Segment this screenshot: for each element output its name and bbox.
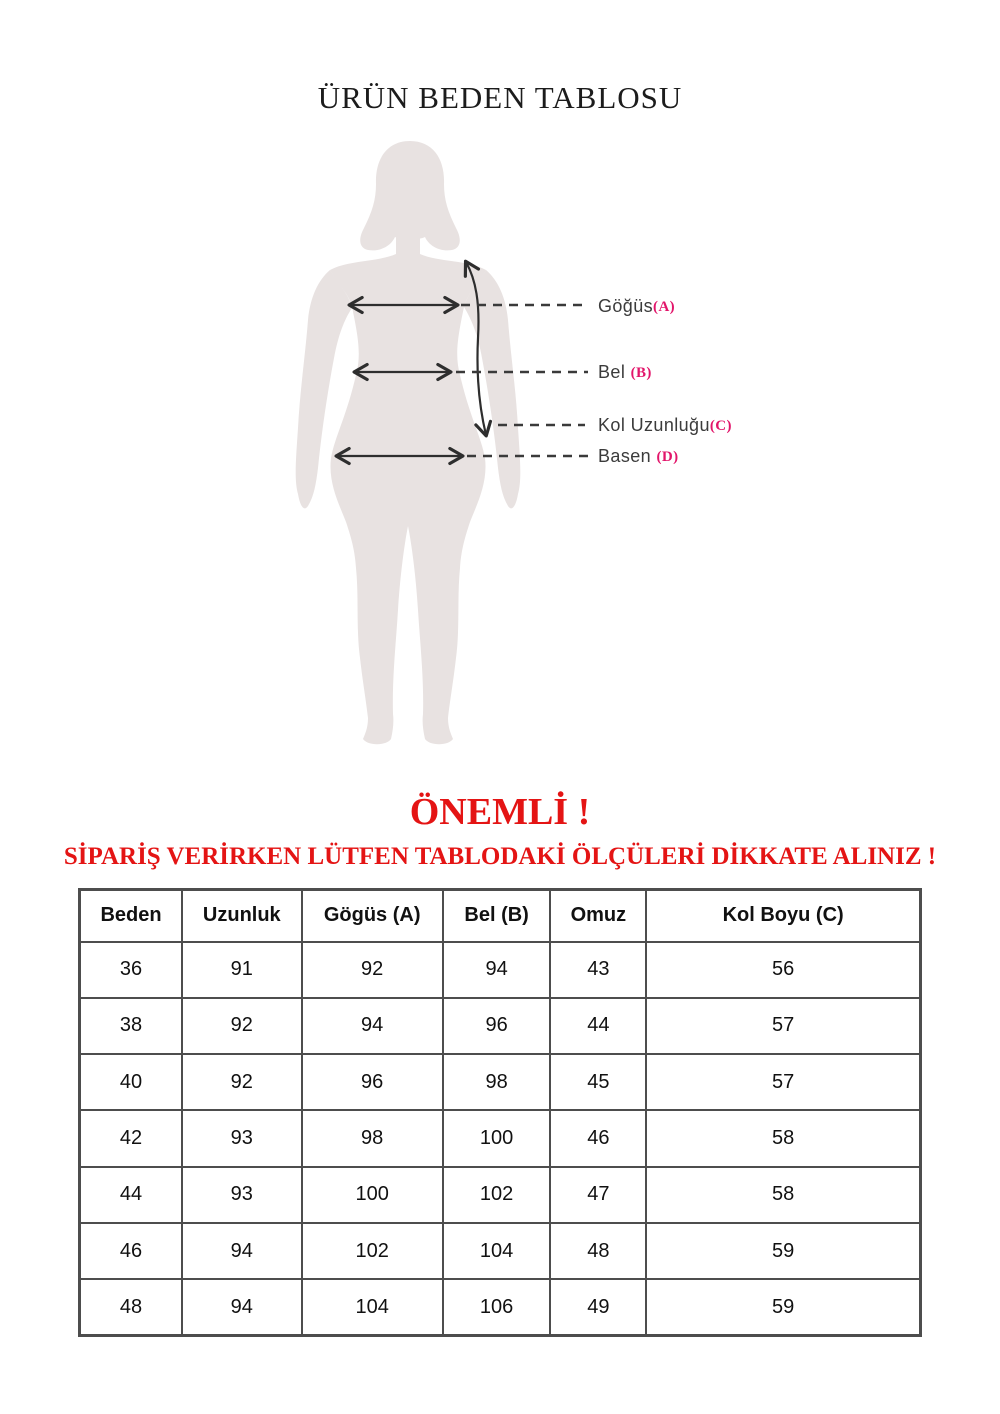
table-cell: 46 (550, 1110, 646, 1166)
chest-label (598, 296, 675, 318)
column-header: Omuz (550, 890, 646, 942)
hip-label-code: (D) (656, 449, 679, 465)
body-measurement-diagram (280, 128, 720, 758)
table-cell: 36 (80, 942, 183, 998)
table-cell: 48 (80, 1279, 183, 1335)
table-cell: 48 (550, 1223, 646, 1279)
arm-length-label-text: Kol Uzunluğu (598, 415, 710, 435)
table-row (80, 998, 921, 1054)
chest-label-code: (A) (653, 299, 676, 315)
table-cell: 102 (302, 1223, 443, 1279)
table-row (80, 1110, 921, 1166)
table-cell: 59 (646, 1279, 920, 1335)
size-table-header (80, 890, 921, 942)
waist-label-text: Bel (598, 362, 631, 382)
table-cell: 59 (646, 1223, 920, 1279)
table-cell: 100 (443, 1110, 551, 1166)
table-cell: 57 (646, 998, 920, 1054)
hip-label (598, 446, 678, 468)
table-cell: 38 (80, 998, 183, 1054)
table-cell: 44 (550, 998, 646, 1054)
table-cell: 57 (646, 1054, 920, 1110)
size-table (78, 888, 922, 1337)
waist-label (598, 362, 652, 384)
table-cell: 94 (182, 1279, 301, 1335)
table-cell: 94 (182, 1223, 301, 1279)
table-cell: 98 (302, 1110, 443, 1166)
table-cell: 94 (443, 942, 551, 998)
table-cell: 92 (182, 998, 301, 1054)
table-cell: 96 (302, 1054, 443, 1110)
female-body-silhouette (296, 141, 521, 744)
table-cell: 93 (182, 1167, 301, 1223)
page-title: ÜRÜN BEDEN TABLOSU (317, 80, 683, 115)
table-cell: 104 (443, 1223, 551, 1279)
table-cell: 92 (182, 1054, 301, 1110)
table-cell: 96 (443, 998, 551, 1054)
table-cell: 58 (646, 1167, 920, 1223)
table-cell: 102 (443, 1167, 551, 1223)
table-row (80, 1054, 921, 1110)
warning-subheading: SİPARİŞ VERİRKEN LÜTFEN TABLODAKİ ÖLÇÜLERİ DİKKATE ALINIZ ! (63, 843, 937, 870)
arm-length-label (598, 415, 732, 437)
column-header: Kol Boyu (C) (646, 890, 920, 942)
table-cell: 104 (302, 1279, 443, 1335)
table-cell: 58 (646, 1110, 920, 1166)
chest-label-text: Göğüs (598, 296, 654, 316)
column-header: Gögüs (A) (302, 890, 443, 942)
column-header: Uzunluk (182, 890, 301, 942)
table-cell: 98 (443, 1054, 551, 1110)
table-cell: 94 (302, 998, 443, 1054)
table-cell: 40 (80, 1054, 183, 1110)
table-cell: 49 (550, 1279, 646, 1335)
table-cell: 47 (550, 1167, 646, 1223)
table-cell: 106 (443, 1279, 551, 1335)
column-header: Bel (B) (443, 890, 551, 942)
table-cell: 56 (646, 942, 920, 998)
waist-label-code: (B) (630, 365, 652, 381)
table-cell: 91 (182, 942, 301, 998)
table-cell: 46 (80, 1223, 183, 1279)
table-cell: 42 (80, 1110, 183, 1166)
size-table-body (80, 942, 921, 1336)
table-cell: 45 (550, 1054, 646, 1110)
table-row (80, 1167, 921, 1223)
table-cell: 93 (182, 1110, 301, 1166)
table-row (80, 1279, 921, 1335)
table-row (80, 942, 921, 998)
column-header: Beden (80, 890, 183, 942)
hip-label-text: Basen (598, 446, 657, 466)
table-cell: 92 (302, 942, 443, 998)
table-row (80, 1223, 921, 1279)
arm-length-label-code: (C) (709, 418, 732, 434)
table-cell: 100 (302, 1167, 443, 1223)
table-cell: 43 (550, 942, 646, 998)
table-cell: 44 (80, 1167, 183, 1223)
warning-heading: ÖNEMLİ ! (409, 791, 591, 833)
table-header-row (80, 890, 921, 942)
